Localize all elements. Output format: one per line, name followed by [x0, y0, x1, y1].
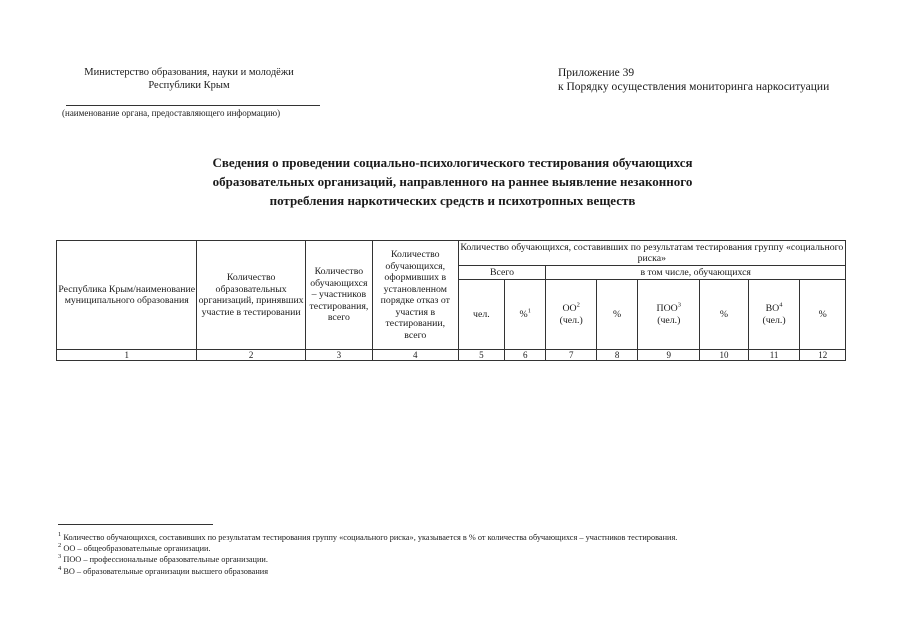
footnote-separator [58, 524, 213, 525]
footnote-2: $^2$ ОО – общеобразовательные организации. [58, 542, 211, 554]
column-number-row [57, 350, 846, 361]
header-vo-people: $ВО^4$ (чел.) [748, 280, 800, 350]
header-including: в том числе, обучающихся [546, 266, 846, 280]
column-number: 7 [546, 350, 597, 361]
footnote-1: $^1$ Количество обучающихся, составивших по результатам тестирования группу «социального риска», указывается в % от количества обучающихся – участников тестирования. [58, 531, 678, 542]
header-oo-percent: % [596, 280, 637, 350]
column-number: 4 [372, 350, 458, 361]
column-number: 6 [505, 350, 546, 361]
document-title [100, 153, 805, 210]
column-number: 2 [197, 350, 305, 361]
column-number: 1 [57, 350, 197, 361]
title-line3: потребления наркотических средств и психотропных веществ [269, 193, 636, 208]
column-number: 10 [700, 350, 749, 361]
footnote-4: $^4$ ВО – образовательные организации высшего образования [58, 564, 269, 576]
header-refusals: Количество обучающихся, оформивших в установленном порядке отказ от участия в тестировании, всего [372, 241, 458, 350]
header-poo-percent: % [700, 280, 749, 350]
ministry-caption: (наименование органа, предоставляющего информацию) [62, 108, 281, 118]
column-number: 5 [458, 350, 504, 361]
footnotes [58, 532, 848, 577]
header-risk-group: Количество обучающихся, составивших по результатам тестирования группу «социального риска» [458, 241, 845, 266]
ministry-name-line2: Республики Крым [148, 80, 230, 91]
appendix-block [558, 66, 829, 94]
header-total-percent: %$^1$ [505, 280, 546, 350]
report-table [56, 240, 846, 361]
header-vo-percent: % [800, 280, 846, 350]
header-total: Всего [458, 266, 546, 280]
header-oo-people: $ОО^2$ (чел.) [546, 280, 597, 350]
column-number: 12 [800, 350, 846, 361]
header-org-count: Количество образовательных организаций, принявших участие в тестировании [197, 241, 305, 350]
header-participants: Количество обучающихся – участников тестирования, всего [305, 241, 372, 350]
ministry-underline [66, 105, 320, 106]
column-number: 11 [748, 350, 800, 361]
column-number: 8 [596, 350, 637, 361]
column-number: 9 [638, 350, 700, 361]
header-poo-people: ПОО$^3$ (чел.) [638, 280, 700, 350]
ministry-name-line1: Министерство образования, науки и молодёжи [84, 67, 294, 78]
header-total-people: чел. [458, 280, 504, 350]
appendix-reference: к Порядку осуществления мониторинга наркоситуации [558, 81, 830, 93]
ministry-block [58, 66, 320, 92]
header-region: Республика Крым/наименование муниципального образования [57, 241, 197, 350]
table-header-row-1 [57, 241, 846, 266]
title-line2: образовательных организаций, направленного на раннее выявление незаконного [212, 174, 693, 189]
footnote-3: $^3$ ПОО – профессиональные образовательные организации. [58, 553, 268, 565]
column-number: 3 [305, 350, 372, 361]
title-line1: Сведения о проведении социально-психологического тестирования обучающихся [212, 155, 693, 170]
appendix-number: Приложение 39 [558, 67, 635, 79]
